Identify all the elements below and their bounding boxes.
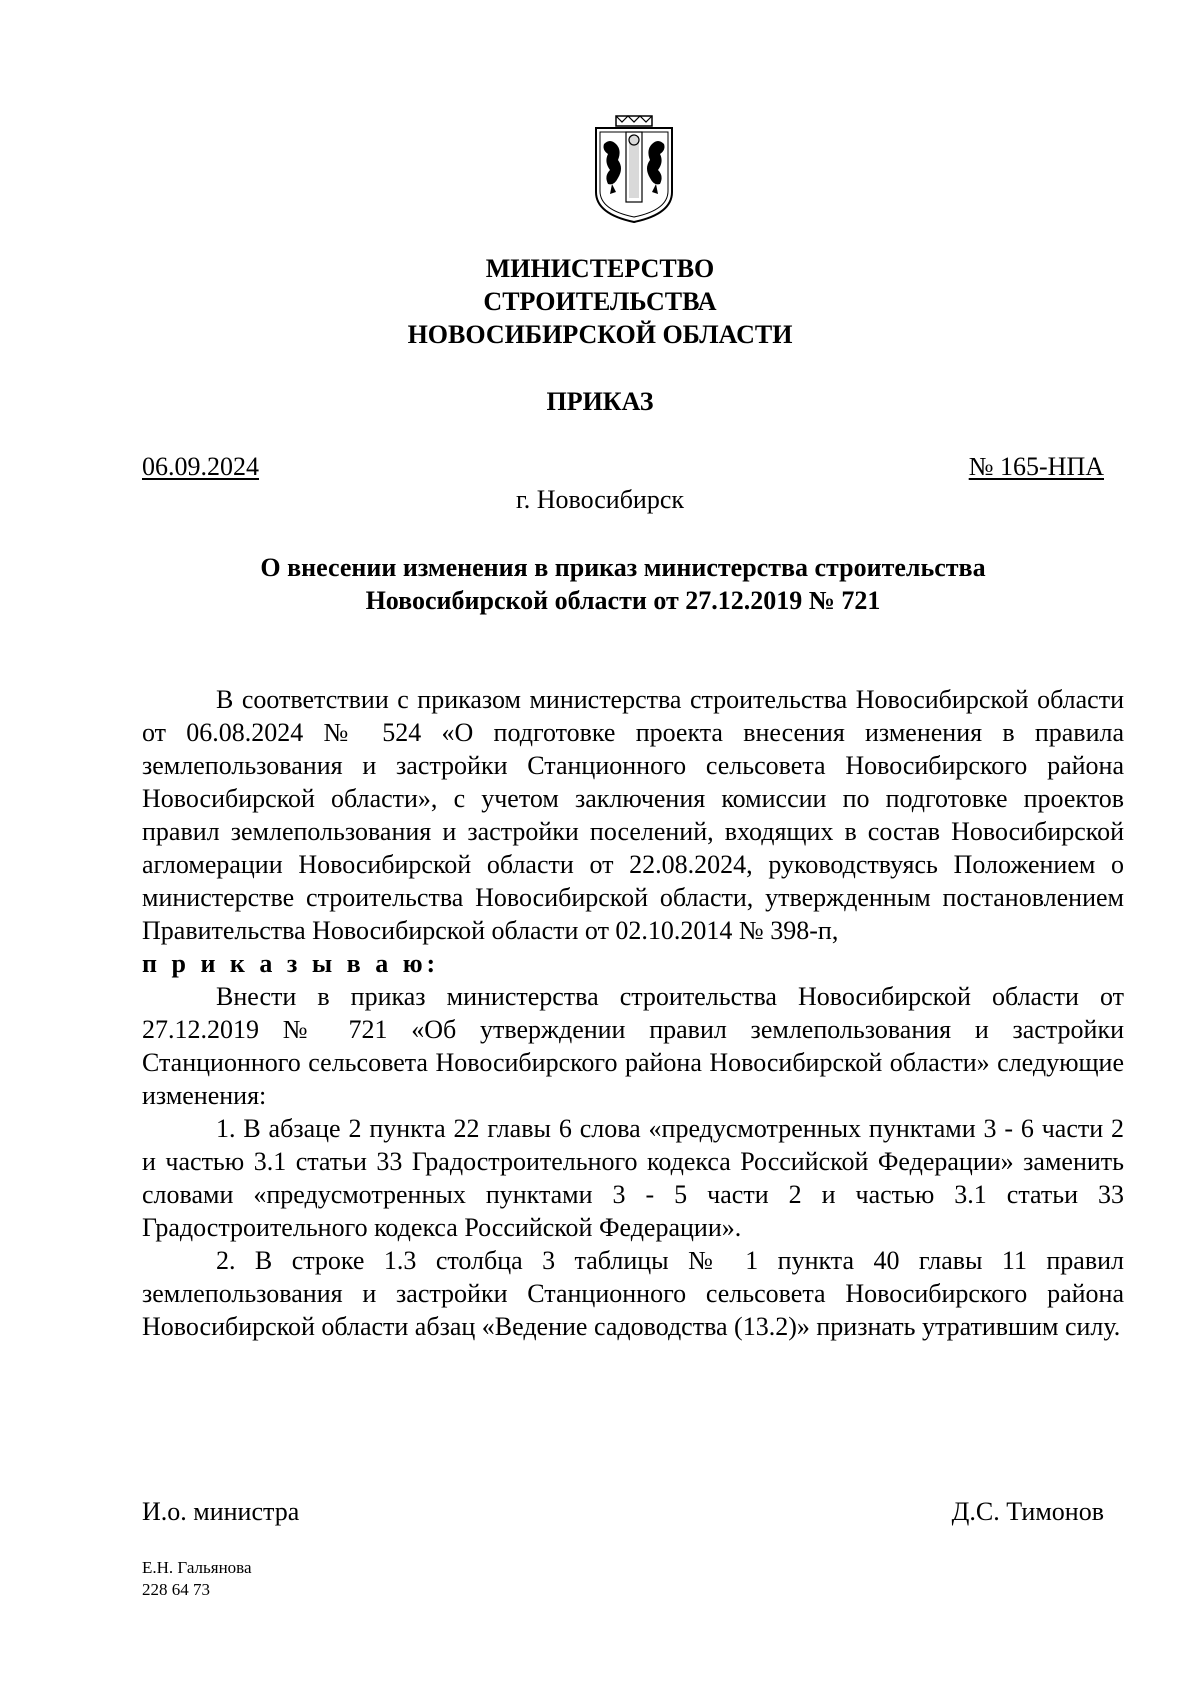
novosibirsk-coat-of-arms-icon (588, 114, 680, 224)
order-word-paragraph (142, 947, 1124, 980)
executor-info (142, 1557, 252, 1601)
subject-line2: Новосибирской области от 27.12.2019 № 721 (365, 586, 881, 615)
document-type: ПРИКАЗ (546, 387, 654, 416)
preamble-paragraph: В соответствии с приказом министерства строительства Новосибирской области от 06.08.2024 № 524 «О подготовке проекта внесения изменения в правила землепользования и застройки Станционного сельсовета Новосибирского района Новосибирской области», с учетом заключения комиссии по подготовке проектов правил землепользования и застройки поселений, входящих в состав Новосибирской агломерации Новосибирской области от 22.08.2024, руководствуясь Положением о министерстве строительства Новосибирской области, утвержденным постановлением Правительства Новосибирской области от 02.10.2014 № 398-п, (142, 685, 1124, 945)
order-word: п р и к а з ы в а ю: (142, 949, 440, 978)
ministry-name-line1: МИНИСТЕРСТВО (485, 254, 715, 283)
signatory-position: И.о. министра (142, 1497, 300, 1526)
ministry-name-line3: НОВОСИБИРСКОЙ ОБЛАСТИ (407, 320, 793, 349)
ministry-name (0, 252, 1200, 351)
document-date: 06.09.2024 (142, 452, 259, 481)
document-subject (142, 551, 1104, 617)
ministry-name-line2: СТРОИТЕЛЬСТВА (483, 287, 717, 316)
executor-phone: 228 64 73 (142, 1580, 210, 1599)
subject-line1: О внесении изменения в приказ министерства строительства (260, 553, 986, 582)
item-2-paragraph: 2. В строке 1.3 столбца 3 таблицы № 1 пункта 40 главы 11 правил землепользования и застройки Станционного сельсовета Новосибирского района Новосибирской области абзац «Ведение садоводства (13.2)» признать утратившим силу. (142, 1246, 1124, 1341)
intro-paragraph: Внести в приказ министерства строительства Новосибирской области от 27.12.2019 № 721 «Об утверждении правил землепользования и застройки Станционного сельсовета Новосибирского района Новосибирской области» следующие изменения: (142, 982, 1124, 1110)
signatory-name: Д.С. Тимонов (951, 1497, 1104, 1526)
item-1-paragraph: 1. В абзаце 2 пункта 22 главы 6 слова «предусмотренных пунктами 3 - 6 части 2 и частью 3.1 статьи 33 Градостроительного кодекса Российской Федерации» заменить словами «предусмотренных пунктами 3 - 5 части 2 и частью 3.1 статьи 33 Градостроительного кодекса Российской Федерации». (142, 1114, 1124, 1242)
executor-name: Е.Н. Гальянова (142, 1558, 252, 1577)
document-body (142, 683, 1124, 1343)
document-city: г. Новосибирск (515, 485, 685, 514)
document-number: № 165-НПА (968, 452, 1104, 481)
